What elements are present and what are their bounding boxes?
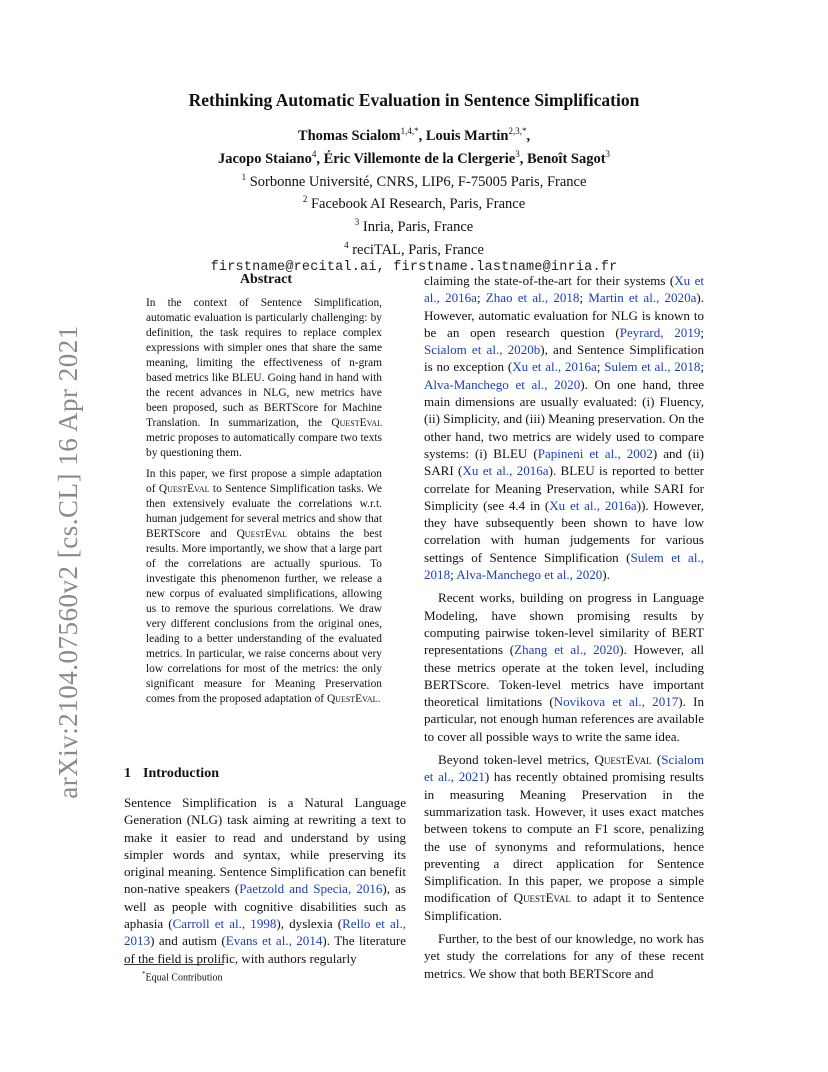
- affiliation: $^2$ Facebook AI Research, Paris, France: [302, 194, 526, 213]
- author-sup: 3: [515, 148, 520, 159]
- author-sup: 2,3,*: [508, 126, 527, 136]
- citation-link[interactable]: Paetzold and Specia, 2016: [239, 881, 383, 897]
- citation-link[interactable]: Xu et al., 2016a: [512, 359, 597, 375]
- abstract-paragraph: In this paper, we first propose a simple adaptation of QuestEval to Sentence Simplification tasks. We then extensively evaluate the correlations w.r.t. human judgement for several metrics and show that BERTScore and QuestEval obtains the best results. More importantly, we show that a large part of the correlations are actually spurious. To investigate this phenomenon further, we release a new corpus of evaluated simplifications, allowing us to remove the spurious correlations. We draw very different conclusions from the original ones, leading to a better understanding of the evaluated metrics. In particular, we raise concerns about very low correlations for most of the metrics: the only significant measure for Meaning Preservation comes from the proposed adaptation of QuestEval.: [146, 468, 382, 705]
- citation-link[interactable]: Alva-Manchego et al., 2020: [456, 567, 603, 583]
- body-paragraph: claiming the state-of-the-art for their systems (Xu et al., 2016a; Zhao et al., 2018; Martin et al., 2020a). However, automatic evaluation for NLG is known to be an open research question (Peyrard, 2019; Scialom et al., 2020b), and Sentence Simplification is no exception (Xu et al., 2016a; Sulem et al., 2018; Alva-Manchego et al., 2020). On one hand, three main dimensions are usually evaluated: (i) Fluency, (ii) Simplicity, and (iii) Meaning preservation. On the other hand, two metrics are widely used to compare systems: (i) BLEU (Papineni et al., 2002) and (ii) SARI (Xu et al., 2016a). BLEU is reported to better correlate for Meaning Preservation, while SARI for Simplicity (see 4.4 in (Xu et al., 2016a)). However, they have subsequently been shown to have low correlation with human judgements for various settings of Sentence Simplification (Sulem et al., 2018; Alva-Manchego et al., 2020).: [424, 273, 705, 583]
- author-name: Éric Villemonte de la Clergerie: [323, 150, 516, 167]
- author-name: Louis Martin: [425, 127, 509, 144]
- body-paragraph: Recent works, building on progress in Language Modeling, have shown promising results by computing pairwise token-level similarity of BERT representations (Zhang et al., 2020). However, all these metrics operate at the token level, including BERTScore. Token-level metrics have important theoretical limitations (Novikova et al., 2017). In particular, not enough human references are available to cover all possible ways to write the same idea.: [424, 590, 704, 744]
- author-sup: 3: [605, 148, 611, 159]
- abstract-heading: Abstract: [239, 272, 293, 287]
- intro-paragraph: Sentence Simplification is a Natural Language Generation (NLG) task aiming at rewriting a text to make it easier to read and understand by using simpler words and syntax, while preserving its original meaning. Sentence Simplification can benefit non-native speakers (Paetzold and Specia, 2016), as well as people with cognitive disabilities such as aphasia (Carroll et al., 1998), dyslexia (Rello et al., 2013) and autism (Evans et al., 2014). The literature of the field is prolific, with authors regularly: [124, 795, 407, 966]
- citation-link[interactable]: Carroll et al., 1998: [172, 916, 277, 932]
- citation-link[interactable]: Xu et al., 2016a: [549, 497, 637, 513]
- author-line-2: Jacopo Staiano$^4$, Éric Villemonte de la Clergerie$^3$, Benoît Sagot$^3$: [217, 148, 611, 167]
- citation-link[interactable]: Rello et al., 2013: [124, 916, 406, 949]
- author-emails: firstname@recital.ai, firstname.lastname@inria.fr: [210, 259, 618, 275]
- body-paragraph: Beyond token-level metrics, QuestEval (Scialom et al., 2021) has recently obtained promising results in measuring Meaning Preservation in the summarization task. However, it uses exact matches between tokens to compute an F1 score, penalizing the use of synonyms and reformulations, hence preventing a direct application for Sentence Simplification. In this paper, we propose a simple modification of QuestEval to adapt it to Sentence Simplification.: [424, 752, 704, 923]
- abstract-paragraph: In the context of Sentence Simplification, automatic evaluation is particularly challenging: by definition, the task requires to replace complex expressions with simpler ones that share the same meaning, limiting the effectiveness of n-gram based metrics like BLEU. Going hand in hand with the recent advances in NLG, new metrics have been proposed, such as BERTScore for Machine Translation. In summarization, the QuestEval metric proposes to automatically compare two texts by questioning them.: [146, 297, 382, 459]
- author-sup: 4: [311, 148, 317, 159]
- author-name: Jacopo Staiano: [217, 150, 312, 167]
- citation-link[interactable]: Evans et al., 2014: [225, 933, 323, 949]
- citation-link[interactable]: Xu et al., 2016a: [424, 273, 704, 306]
- affiliation: $^1$ Sorbonne Université, CNRS, LIP6, F-75005 Paris, France: [241, 171, 587, 190]
- arxiv-stamp: arXiv:2104.07560v2 [cs.CL] 16 Apr 2021: [53, 325, 83, 799]
- citation-link[interactable]: Scialom et al., 2020b: [424, 342, 541, 358]
- citation-link[interactable]: Sulem et al., 2018: [604, 359, 701, 375]
- author-name: Thomas Scialom: [297, 127, 401, 144]
- affiliation: $^3$ Inria, Paris, France: [354, 217, 474, 236]
- citation-link[interactable]: Alva-Manchego et al., 2020: [424, 376, 581, 392]
- footnote-rule: [124, 964, 224, 965]
- section-heading: 1 Introduction: [124, 766, 219, 781]
- author-name: Benoît Sagot: [527, 150, 606, 167]
- citation-link[interactable]: Sulem et al., 2018: [424, 549, 704, 583]
- citation-link[interactable]: Martin et al., 2020a: [588, 290, 697, 306]
- author-sup: 1,4,*: [400, 126, 419, 136]
- body-paragraph: Further, to the best of our knowledge, no work has yet study the correlations for any of these recent metrics. We show that both BERTScore and: [424, 930, 704, 981]
- right-column: [424, 272, 704, 988]
- citation-link[interactable]: Peyrard, 2019: [619, 324, 701, 340]
- intro-body: [124, 794, 406, 967]
- citation-link[interactable]: Scialom et al., 2021: [424, 752, 704, 785]
- author-line-1: Thomas Scialom$^{1,4,*}$, Louis Martin$^{2,3,*}$,: [297, 126, 531, 144]
- abstract-body: [146, 296, 382, 713]
- citation-link[interactable]: Zhao et al., 2018: [485, 290, 580, 306]
- footnote: *Equal Contribution: [142, 970, 223, 984]
- citation-link[interactable]: Papineni et al., 2002: [537, 445, 653, 461]
- affiliation: $^4$ reciTAL, Paris, France: [344, 240, 484, 258]
- citation-link[interactable]: Zhang et al., 2020: [514, 642, 620, 658]
- citation-link[interactable]: Novikova et al., 2017: [553, 694, 679, 710]
- citation-link[interactable]: Xu et al., 2016a: [462, 463, 549, 479]
- author-block: [0, 122, 828, 277]
- paper-title: Rethinking Automatic Evaluation in Sentence Simplification: [188, 90, 640, 110]
